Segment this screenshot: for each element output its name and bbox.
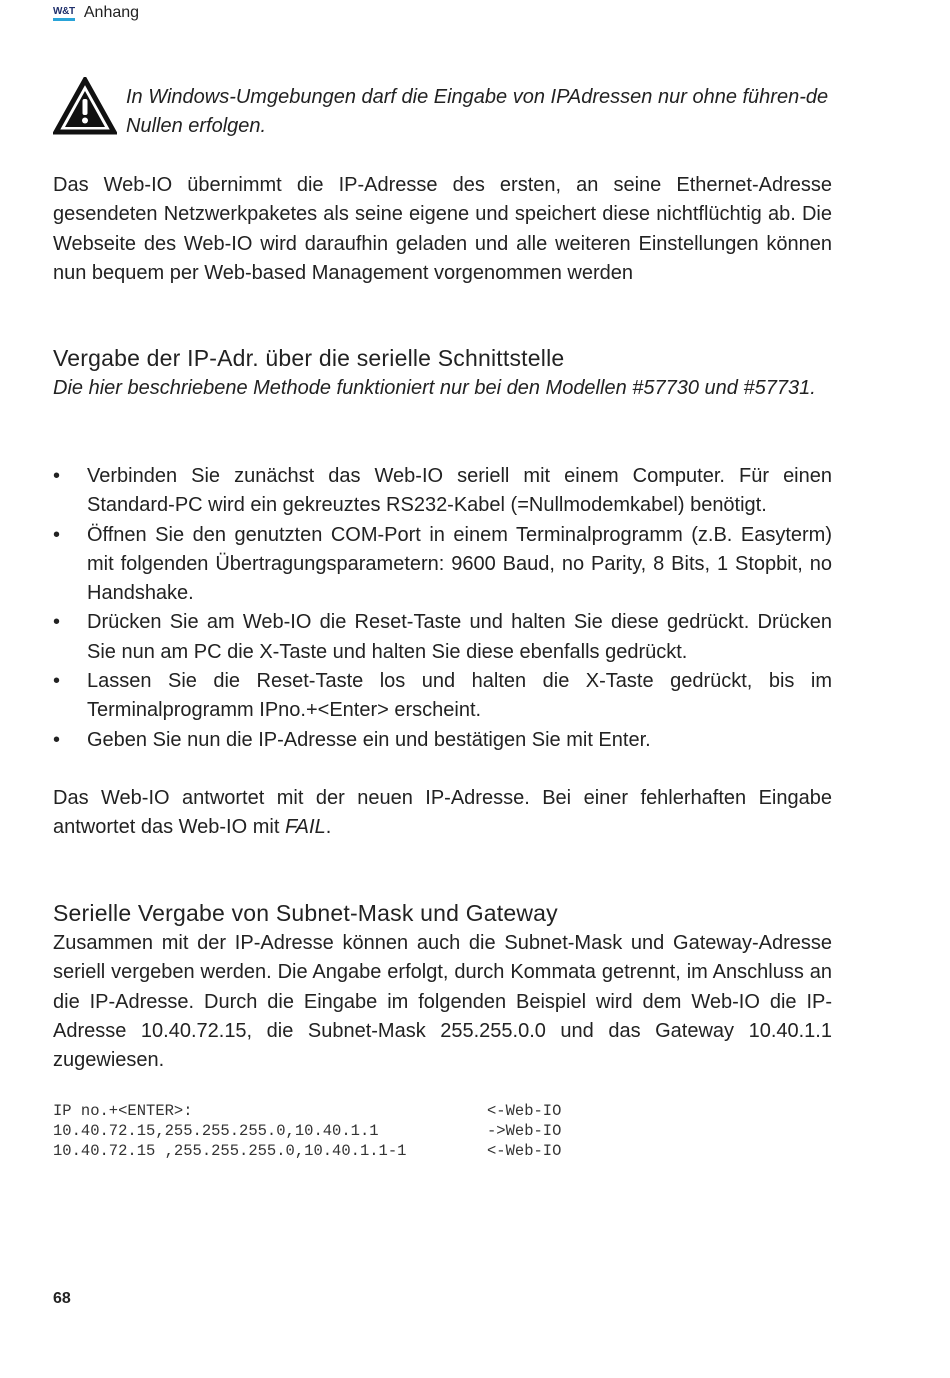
model-note: Die hier beschriebene Methode funktioniert nur bei den Modellen #57730 und #57731. [53,377,816,399]
instruction-list [53,462,832,755]
code-line [53,1101,561,1121]
code-direction: <-Web-IO [487,1142,562,1160]
list-item: • Öffnen Sie den genutzten COM-Port in einem Terminalprogramm (z.B. Easyterm) mit folgenden Übertragungsparametern: 9600 Baud, no Parity, 8 Bits, 1 Stopbit, no Handshake. [53,521,832,609]
section-heading-subnet: Serielle Vergabe von Subnet-Mask und Gateway [53,900,558,926]
code-input: 10.40.72.15,255.255.255.0,10.40.1.1 [53,1122,379,1140]
code-direction: ->Web-IO [487,1122,562,1140]
result-text: Das Web-IO antwortet mit der neuen IP-Adresse. Bei einer fehlerhaften Eingabe antwortet das Web-IO mit [53,787,832,839]
code-line [53,1121,561,1141]
code-direction: <-Web-IO [487,1102,562,1120]
list-item: • Drücken Sie am Web-IO die Reset-Taste und halten Sie diese gedrückt. Drücken Sie nun am PC die X-Taste und halten Sie diese ebenfalls gedrückt. [53,608,832,667]
code-input: IP no.+<ENTER>: [53,1102,193,1120]
section-heading-serial: Vergabe der IP-Adr. über die serielle Schnittstelle [53,345,565,371]
warning-icon [53,77,117,135]
code-example [53,1101,561,1161]
list-item: • Lassen Sie die Reset-Taste los und halten die X-Taste gedrückt, bis im Terminalprogramm IPno.+<Enter> erscheint. [53,667,832,726]
intro-paragraph: Das Web-IO übernimmt die IP-Adresse des ersten, an seine Ethernet-Adresse gesendeten Netzwerkpaketes als seine eigene und speichert diese nichtflüchtig ab. Die Webseite des Web-IO wird daraufhin geladen und alle weiteren Einstellungen können nun bequem per Web-based Management vorgenommen werden [53,174,832,284]
subnet-paragraph: Zusammen mit der IP-Adresse können auch die Subnet-Mask und Gateway-Adresse seriell vergeben werden. Die Angabe erfolgt, durch Kommata getrennt, im Anschluss an die IP-Adresse. Durch die Eingabe im folgenden Beispiel wird dem Web-IO die IP-Adresse 10.40.72.15, die Subnet-Mask 255.255.0.0 und das Gateway 10.40.1.1 zugewiesen. [53,932,832,1072]
result-end: . [325,816,332,839]
list-item: • Geben Sie nun die IP-Adresse ein und bestätigen Sie mit Enter. [53,726,832,755]
code-input: 10.40.72.15 ,255.255.255.0,10.40.1.1-1 [53,1142,407,1160]
warning-note-text: In Windows-Umgebungen darf die Eingabe von IPAdressen nur ohne führen-de Nullen erfolgen. [126,86,829,137]
page-number: 68 [53,1290,71,1307]
result-paragraph [53,784,832,843]
header-title: Anhang [83,4,140,21]
fail-keyword: FAIL [284,816,326,839]
list-item: • Verbinden Sie zunächst das Web-IO seriell mit einem Computer. Für einen Standard-PC wird ein gekreuztes RS232-Kabel (=Nullmodemkabel) benötigt. [53,462,832,521]
wt-logo: W&T [53,6,75,21]
page-header [53,4,139,22]
code-line [53,1141,561,1161]
